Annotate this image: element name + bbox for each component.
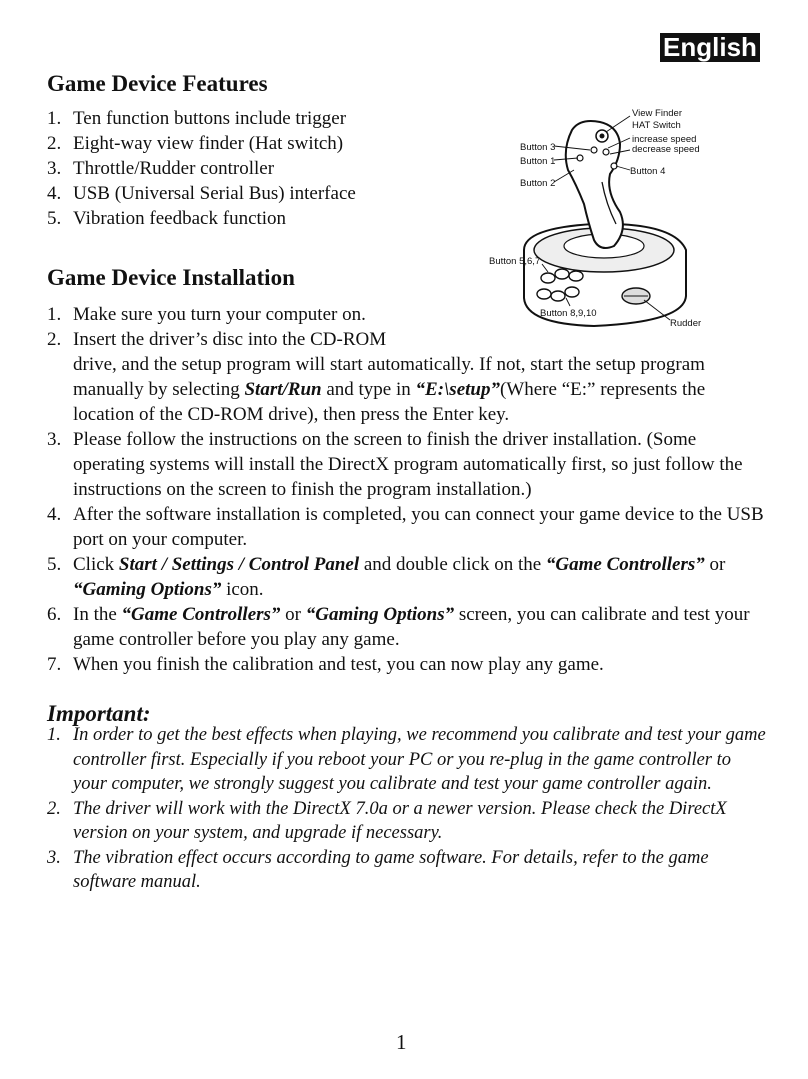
label-button-8-9-10: Button 8,9,10	[540, 308, 597, 319]
item-number: 1.	[47, 304, 62, 325]
item-text: In order to get the best effects when playing, we recommend you calibrate and test your game controller first. Especially if you reboot your PC or you re-plug in the game controller to your computer, we strongly suggest you calibrate and test your game controller again.	[73, 725, 766, 794]
item-text: When you finish the calibration and test, you can now play any game.	[73, 654, 604, 675]
item-number: 2.	[47, 133, 62, 154]
list-item	[47, 427, 767, 502]
important-list	[47, 723, 767, 895]
list-item	[47, 131, 467, 156]
list-item	[47, 723, 767, 797]
list-item	[47, 797, 767, 846]
list-item	[47, 156, 467, 181]
item-text-a: Click	[73, 554, 119, 575]
item-text: Please follow the instructions on the screen to finish the driver installation. (Some operating systems will install the DirectX program automatically first, so just follow the instructions on the screen to finish the program installation.)	[73, 429, 743, 500]
label-decrease-speed: decrease speed	[632, 144, 700, 155]
item-number: 4.	[47, 183, 62, 204]
list-item	[47, 502, 767, 552]
item-text: Vibration feedback function	[73, 208, 287, 229]
item-number: 5.	[47, 208, 62, 229]
list-item	[47, 181, 467, 206]
list-item	[47, 602, 767, 652]
features-heading: Game Device Features	[47, 71, 268, 96]
list-item	[47, 106, 467, 131]
game-controllers-label: “Game Controllers”	[121, 604, 281, 625]
item-number: 7.	[47, 654, 62, 675]
item-text-or: or	[704, 554, 726, 575]
item-number: 1.	[47, 725, 61, 745]
setup-command: “E:\setup”	[415, 379, 500, 400]
item-number: 2.	[47, 329, 62, 350]
item-number: 3.	[47, 429, 62, 450]
installation-heading: Game Device Installation	[47, 265, 295, 290]
label-hat-switch: HAT Switch	[632, 120, 681, 131]
item-text: Throttle/Rudder controller	[73, 158, 275, 179]
label-button-2: Button 2	[520, 178, 556, 189]
item-text-a: In the	[73, 604, 122, 625]
label-button-3: Button 3	[520, 142, 556, 153]
item-number: 2.	[47, 798, 61, 819]
page-number: 1	[396, 1030, 407, 1054]
label-increase-speed: increase speed	[632, 134, 697, 145]
installation-list	[47, 302, 767, 677]
item-text-c: and type in	[321, 379, 416, 400]
item-number: 3.	[47, 847, 61, 868]
start-run-path: Start/Run	[244, 379, 322, 400]
item-number: 3.	[47, 158, 62, 179]
important-heading: Important:	[47, 701, 151, 726]
item-text-b: and double click on the	[359, 554, 546, 575]
list-item	[47, 302, 767, 327]
list-item	[47, 652, 767, 677]
item-text-d: (Where “E:” represents the location of the CD-ROM drive), then press the Enter key.	[73, 379, 706, 425]
list-item	[47, 552, 767, 602]
item-number: 4.	[47, 504, 62, 525]
item-text: The driver will work with the DirectX 7.0a or a newer version. Please check the DirectX version on your system, and upgrade if necessary.	[73, 798, 727, 843]
game-controllers-label: “Game Controllers”	[545, 554, 705, 575]
item-number: 5.	[47, 554, 62, 575]
label-rudder: Rudder	[670, 318, 702, 329]
list-item	[47, 846, 767, 895]
label-button-4: Button 4	[630, 166, 666, 177]
language-badge: English	[660, 33, 760, 62]
features-list	[47, 106, 467, 231]
item-text-or: or	[280, 604, 306, 625]
item-text-b: drive, and the setup program will start automatically. If not, start the setup program manually by selecting	[73, 354, 705, 400]
gaming-options-label: “Gaming Options”	[73, 579, 222, 600]
gaming-options-label: “Gaming Options”	[305, 604, 455, 625]
list-item	[47, 327, 767, 427]
item-text-c: icon.	[221, 579, 264, 600]
label-view-finder: View Finder	[632, 108, 682, 119]
list-item	[47, 206, 467, 231]
item-text: Make sure you turn your computer on.	[73, 304, 366, 325]
item-text: The vibration effect occurs according to game software. For details, refer to the game software manual.	[73, 847, 709, 892]
item-text-a: Insert the driver’s disc into the CD-ROM	[73, 329, 387, 350]
control-panel-path: Start / Settings / Control Panel	[118, 554, 360, 575]
item-text: Ten function buttons include trigger	[73, 108, 347, 129]
item-number: 1.	[47, 108, 62, 129]
label-button-5-6-7: Button 5,6,7	[489, 256, 541, 267]
item-text: After the software installation is completed, you can connect your game device to the USB port on your computer.	[73, 504, 764, 550]
item-text: Eight-way view finder (Hat switch)	[73, 133, 344, 154]
label-button-1: Button 1	[520, 156, 556, 167]
item-text-b: screen, you can calibrate and test your game controller before you play any game.	[73, 604, 750, 650]
item-text: USB (Universal Serial Bus) interface	[73, 183, 356, 204]
item-number: 6.	[47, 604, 62, 625]
